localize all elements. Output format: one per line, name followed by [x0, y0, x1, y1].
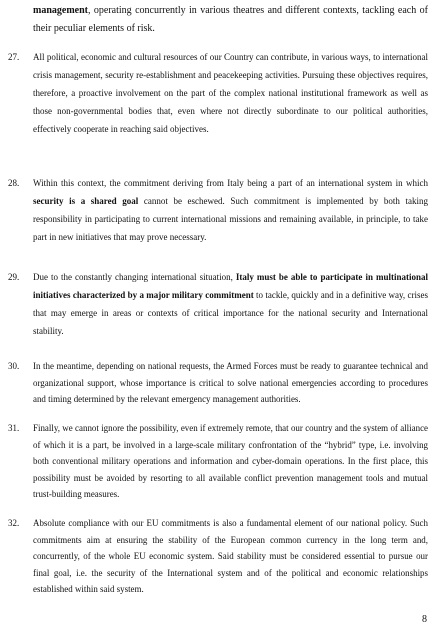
- intro-bold: management: [33, 5, 88, 16]
- paragraph-27: [8, 48, 428, 138]
- intro-fragment: [33, 2, 428, 38]
- paragraph-text: Absolute compliance with our EU commitments is also a fundamental element of our national policy. Such commitments aim at ensuring the stability of the European common currency in the long term and, concurrently, of the whole EU economic system. Said stability must be considered essential to pursue our final goal, i.e. the security of the International system and of the political and economic relationships established within said system.: [33, 518, 428, 594]
- paragraph-number: 31.: [8, 423, 20, 433]
- page-number: 8: [422, 614, 427, 625]
- paragraph-number: 32.: [8, 518, 20, 528]
- paragraph-text: In the meantime, depending on national requests, the Armed Forces must be ready to guarantee technical and organizational support, whose importance is critical to solve national emergencies according to procedures and timing determined by the relevant emergency management authorities.: [33, 361, 428, 404]
- paragraph-text-before: Due to the constantly changing international situation,: [33, 272, 236, 282]
- intro-text: , operating concurrently in various theatres and different contexts, tackling each of their peculiar elements of risk.: [33, 5, 428, 34]
- paragraph-number: 28.: [8, 178, 20, 188]
- paragraph-32: [8, 515, 428, 598]
- paragraph-29: [8, 268, 428, 340]
- paragraph-bold: security is a shared goal: [33, 196, 139, 206]
- paragraph-bold: Italy must be able to participate in multinational initiatives characterized by a major military commitment: [33, 272, 428, 300]
- paragraph-number: 30.: [8, 361, 20, 371]
- paragraph-number: 29.: [8, 272, 20, 282]
- paragraph-28: [8, 174, 428, 246]
- paragraph-text-after: to tackle, quickly and in a definitive way, crises that may emerge in areas or contexts of critical importance for the national security and International stability.: [33, 290, 428, 336]
- paragraph-text: All political, economic and cultural resources of our Country can contribute, in various ways, to international crisis management, security re-establishment and peacekeeping activities. Pursuing these objectives requires, therefore, a proactive involvement on the part of the complex national institutional framework as well as those non-governmental bodies that, even where not directly subordinate to our political authorities, effectively cooperate in reaching said objectives.: [33, 52, 428, 134]
- paragraph-text: Finally, we cannot ignore the possibility, even if extremely remote, that our country and the system of alliance of which it is a part, be involved in a large-scale military confrontation of the “hybrid” type, i.e. involving both conventional military operations and information and cyber-domain operations. In the first place, this possibility must be avoided by resorting to all available conflict prevention management tools and mutual trust-building measures.: [33, 423, 428, 499]
- paragraph-31: [8, 420, 428, 503]
- paragraph-30: [8, 358, 428, 408]
- paragraph-number: 27.: [8, 52, 20, 62]
- paragraph-text-after: cannot be eschewed. Such commitment is implemented by both taking responsibility in participating to current international missions and remaining available, in principle, to take part in new initiatives that may prove necessary.: [33, 196, 428, 242]
- paragraph-text-before: Within this context, the commitment deriving from Italy being a part of an international system in which: [33, 178, 428, 188]
